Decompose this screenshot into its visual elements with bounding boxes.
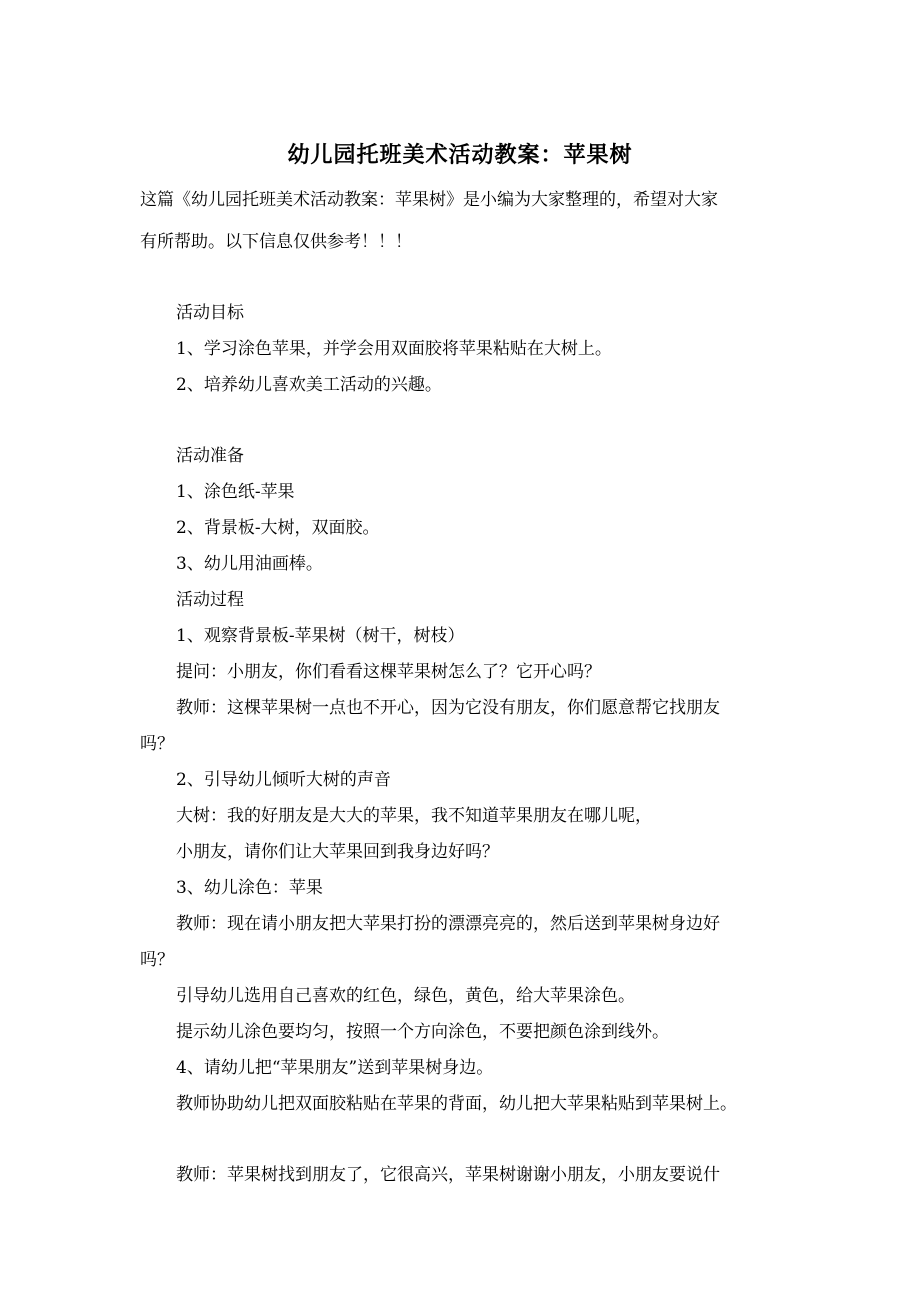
tree-line-1: 大树：我的好朋友是大大的苹果，我不知道苹果朋友在哪儿呢， [176,806,652,826]
intro-line-2: 有所帮助。以下信息仅供参考！！！ [140,232,412,252]
hint-line: 提示幼儿涂色要均匀，按照一个方向涂色，不要把颜色涂到线外。 [176,1022,669,1042]
teacher-line-1: 教师：这棵苹果树一点也不开心，因为它没有朋友，你们愿意帮它找朋友 [176,698,720,718]
prep-item-1: 1、涂色纸-苹果 [176,482,295,502]
prep-item-3: 3、幼儿用油画棒。 [176,554,323,574]
process-heading: 活动过程 [176,590,244,610]
question-line: 提问：小朋友，你们看看这棵苹果树怎么了？它开心吗？ [176,662,601,682]
assist-line: 教师协助幼儿把双面胶粘贴在苹果的背面，幼儿把大苹果粘贴到苹果树上。 [176,1094,737,1114]
goal-heading: 活动目标 [176,303,244,323]
prep-item-2: 2、背景板-大树，双面胶。 [176,518,380,538]
goal-item-2: 2、培养幼儿喜欢美工活动的兴趣。 [176,375,442,395]
guide-line: 引导幼儿选用自己喜欢的红色，绿色，黄色，给大苹果涂色。 [176,986,635,1006]
process-step-3: 3、幼儿涂色：苹果 [176,878,323,898]
document-title: 幼儿园托班美术活动教案：苹果树 [287,142,633,168]
process-step-1: 1、观察背景板-苹果树（树干，树枝） [176,626,465,646]
teacher-line-3: 教师：苹果树找到朋友了，它很高兴，苹果树谢谢小朋友，小朋友要说什 [176,1165,720,1185]
goal-item-1: 1、学习涂色苹果，并学会用双面胶将苹果粘贴在大树上。 [176,339,612,359]
tree-line-2: 小朋友，请你们让大苹果回到我身边好吗？ [176,842,499,862]
intro-line-1: 这篇《幼儿园托班美术活动教案：苹果树》是小编为大家整理的，希望对大家 [140,190,718,210]
process-step-4: 4、请幼儿把“苹果朋友”送到苹果树身边。 [176,1058,494,1078]
teacher-line-2: 教师：现在请小朋友把大苹果打扮的漂漂亮亮的，然后送到苹果树身边好 [176,914,720,934]
teacher-line-1-cont: 吗？ [140,734,174,754]
process-step-2: 2、引导幼儿倾听大树的声音 [176,770,391,790]
teacher-line-2-cont: 吗？ [140,950,174,970]
prep-heading: 活动准备 [176,446,244,466]
